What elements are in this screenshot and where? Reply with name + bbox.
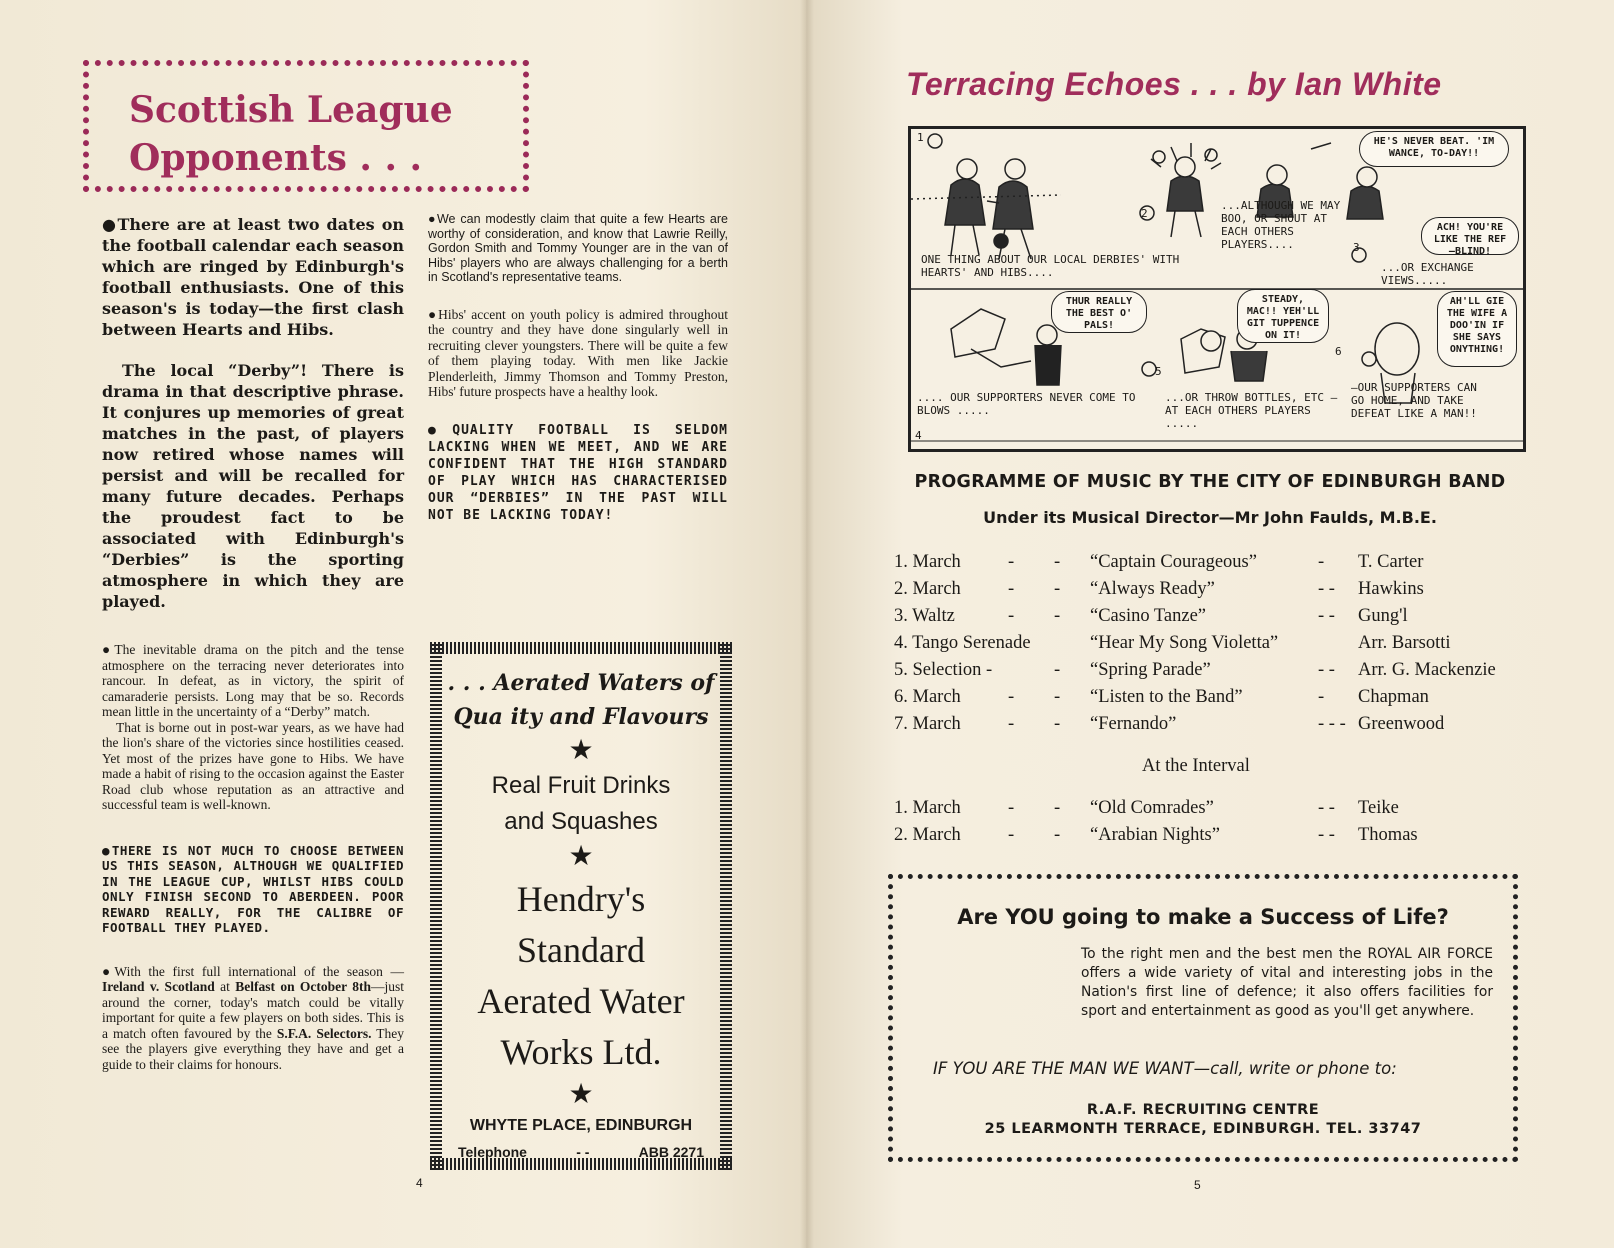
programme-title: “Listen to the Band”	[1090, 687, 1243, 707]
advert-address: WHYTE PLACE, EDINBURGH	[469, 1117, 693, 1134]
page-title	[129, 86, 453, 182]
column-1	[102, 214, 404, 1092]
programme-title: “Casino Tanze”	[1090, 606, 1206, 626]
raf-call-to-action: IF YOU ARE THE MAN WE WANT—call, write or phone to:	[933, 1059, 1397, 1078]
hendrys-advert	[430, 642, 732, 1170]
programme-title: “Spring Parade”	[1090, 660, 1211, 680]
star-icon: ★	[568, 841, 594, 872]
interval-composer: Thomas	[1358, 825, 1418, 845]
panel-4-bubble: THUR REALLY THE BEST O' PALS!	[1051, 291, 1147, 333]
title-line-1: Scottish League	[129, 89, 453, 131]
programme-d1: -	[1008, 687, 1015, 707]
panel-1-number: 1	[917, 131, 924, 144]
programme-d1: -	[1008, 552, 1015, 572]
interval-d2: -	[1054, 798, 1061, 818]
programme-list	[894, 552, 1534, 741]
programme-d3: -	[1318, 687, 1325, 707]
programme-no: 6. March	[894, 687, 961, 707]
cartoon-strip	[908, 126, 1526, 452]
panel-6-number: 6	[1335, 345, 1342, 358]
programme-item	[894, 633, 1534, 660]
advert-line-1: . . . Aerated Waters of	[447, 670, 715, 696]
interval-d2: -	[1054, 825, 1061, 845]
paragraph-quality-football: ● QUALITY FOOTBALL IS SELDOM LACKING WHEN WE MEET, AND WE ARE CONFIDENT THAT THE HIGH STANDARD OF PLAY WHICH HAS CHARACTERISED OUR “DERBIES” IN THE PAST WILL NOT BE LACKING TODAY!	[428, 422, 728, 524]
advert-line-4: and Squashes	[504, 808, 658, 835]
panel-6-caption: —OUR SUPPORTERS CAN GO HOME, AND TAKE DEFEAT LIKE A MAN!!	[1351, 381, 1477, 420]
programme-title: “Captain Courageous”	[1090, 552, 1257, 572]
programme-title: “Hear My Song Violetta”	[1090, 633, 1279, 653]
programme-d2: -	[1054, 660, 1061, 680]
raf-body: To the right men and the best men the ROYAL AIR FORCE offers a wide variety of vital and interesting jobs in the Nation's first line of defence; it also offers facilities for sport and entertainment as good as you'll get anywhere.	[1081, 946, 1493, 1019]
title-box	[83, 60, 529, 192]
panel-5-number: 5	[1155, 365, 1162, 378]
panel-1-caption: ONE THING ABOUT OUR LOCAL DERBIES' WITH HEARTS' AND HIBS....	[921, 253, 1180, 279]
advert-telephone: Telephone - - ABB 2271	[458, 1144, 704, 1160]
paragraph-intro: ● There are at least two dates on the football calendar each season which are ringed by Edinburgh's football enthusiasts. One of this season's is today—the first clash between Hearts and Hibs.	[102, 214, 404, 340]
interval-list	[894, 798, 1534, 852]
paragraph-post-war: That is borne out in post-war years, as we have had the lion's share of the victories since hostilities ceased. Yet most of the prizes have gone to Hibs. We have made a habit of rising to the occasion against the Easter Road club whose reputation as an attractive and successful team is well-known.	[102, 719, 404, 812]
programme-composer: Gung'l	[1358, 606, 1408, 626]
programme-composer: Arr. Barsotti	[1358, 633, 1451, 653]
star-icon: ★	[568, 1079, 594, 1110]
programme-composer: Hawkins	[1358, 579, 1424, 599]
paragraph-youth-policy: ● Hibs' accent on youth policy is admired throughout the country and they have done singularly well in recruiting clever youngsters. There will be quite a few of them playing today. With men like Jackie Plenderleith, Jimmy Thomson and Tommy Preston, Hibs' future prospects have a healthy look.	[428, 307, 728, 400]
paragraph-league-cup: ● THERE IS NOT MUCH TO CHOOSE BETWEEN US THIS SEASON, ALTHOUGH WE QUALIFIED IN THE LEAGUE CUP, WHILST HIBS COULD ONLY FINISH SECOND TO ABERDEEN. POOR REWARD REALLY, FOR THE CALIBRE OF FOOTBALL THEY PLAYED.	[102, 843, 404, 936]
paragraph-hearts-worthy: ● We can modestly claim that quite a few Hearts are worthy of consideration, and know that Lawrie Reilly, Gordon Smith and Tommy Younger are in the van of Hibs' players who are always challenging for a berth in Scotland's representative teams.	[428, 212, 728, 285]
star-icon: ★	[568, 735, 594, 766]
interval-item	[894, 798, 1534, 825]
programme-d3: - -	[1318, 579, 1335, 599]
programme-heading: PROGRAMME OF MUSIC BY THE CITY OF EDINBURGH BAND	[914, 472, 1506, 492]
programme-composer: Greenwood	[1358, 714, 1445, 734]
page-number-left: 4	[416, 1176, 423, 1190]
programme-d3: - -	[1318, 660, 1335, 680]
panel-4-caption: .... OUR SUPPORTERS NEVER COME TO BLOWS .....	[917, 391, 1136, 417]
panel-5-caption: ...OR THROW BOTTLES, ETC — AT EACH OTHERS PLAYERS .....	[1165, 391, 1338, 430]
programme-d2: -	[1054, 552, 1061, 572]
interval-title: “Old Comrades”	[1090, 798, 1214, 818]
programme-composer: Chapman	[1358, 687, 1429, 707]
interval-no: 1. March	[894, 798, 961, 818]
advert-line-3: Real Fruit Drinks	[491, 772, 671, 799]
programme-subheading: Under its Musical Director—Mr John Faulds, M.B.E.	[983, 508, 1437, 527]
programme-d2: -	[1054, 579, 1061, 599]
programme-composer: Arr. G. Mackenzie	[1358, 660, 1496, 680]
programme-no: 3. Waltz	[894, 606, 955, 626]
centre-fold	[800, 0, 814, 1248]
terracing-echoes-title: Terracing Echoes . . . by Ian White	[906, 66, 1442, 102]
programme-item	[894, 687, 1534, 714]
paragraph-international: ● With the first full international of the season — Ireland v. Scotland at Belfast on October 8th—just around the corner, today's match could be vitally important for quite a few players on both sides. This is a match often favoured by the S.F.A. Selectors. They see the players give everything they have and get a guide to their claims for honours.	[102, 964, 404, 1073]
raf-heading: Are YOU going to make a Success of Life?	[957, 905, 1449, 929]
programme-d3: - - -	[1318, 714, 1346, 734]
programme-item	[894, 714, 1534, 741]
paragraph-drama: ● The inevitable drama on the pitch and the tense atmosphere on the terracing never deteriorates into rancour. In defeat, as in victory, the spirit of camaraderie persists. Long may that be so. Records mean little in the uncertainty of a “Derby” match.	[102, 642, 404, 720]
raf-advert	[888, 874, 1518, 1162]
interval-composer: Teike	[1358, 798, 1399, 818]
programme-no: 5. Selection -	[894, 660, 993, 680]
advert-company-1: Hendry's	[516, 879, 646, 919]
programme-d1: -	[1008, 579, 1015, 599]
panel-2-caption: ...ALTHOUGH WE MAY BOO, OR SHOUT AT EACH OTHERS PLAYERS....	[1221, 199, 1341, 251]
column-2	[428, 212, 728, 544]
interval-d1: -	[1008, 825, 1015, 845]
interval-d3: - -	[1318, 798, 1335, 818]
interval-item	[894, 825, 1534, 852]
panel-3-number: 3	[1353, 241, 1360, 254]
programme-item	[894, 579, 1534, 606]
programme-d2: -	[1054, 606, 1061, 626]
panel-3-bubble-1: HE'S NEVER BEAT. 'IM WANCE, TO-DAY!!	[1359, 131, 1509, 167]
programme-no: 7. March	[894, 714, 961, 734]
programme-d1: -	[1008, 606, 1015, 626]
advert-company-3: Aerated Water	[477, 981, 685, 1021]
programme-title: “Fernando”	[1090, 714, 1177, 734]
programme-d1: -	[1008, 714, 1015, 734]
programme-item	[894, 552, 1534, 579]
paragraph-derby: The local “Derby”! There is drama in that descriptive phrase. It conjures up memories of great matches in the past, of players now retired whose names will persist and will be recalled for many future decades. Perhaps the proudest fact to be associated with Edinburgh's “Derbies” is the sporting atmosphere in which they are played.	[102, 361, 404, 611]
programme-item	[894, 606, 1534, 633]
raf-address: R.A.F. RECRUITING CENTRE 25 LEARMONTH TERRACE, EDINBURGH. TEL. 33747	[984, 1102, 1422, 1137]
advert-line-2: Qua ity and Flavours	[453, 704, 709, 730]
interval-title: “Arabian Nights”	[1090, 825, 1220, 845]
programme-d2: -	[1054, 714, 1061, 734]
advert-company-4: Works Ltd.	[500, 1032, 662, 1072]
programme-no: 2. March	[894, 579, 961, 599]
programme-no: 4. Tango Serenade	[894, 633, 1031, 653]
interval-no: 2. March	[894, 825, 961, 845]
panel-2-number: 2	[1141, 207, 1148, 220]
left-page	[0, 0, 806, 1248]
panel-3-bubble-2: ACH! YOU'RE LIKE THE REF —BLIND!	[1421, 217, 1519, 255]
programme-d3: -	[1318, 552, 1325, 572]
advert-company-2: Standard	[517, 930, 645, 970]
programme-title: “Always Ready”	[1090, 579, 1215, 599]
panel-5-bubble: STEADY, MAC!! YEH'LL GIT TUPPENCE ON IT!	[1237, 289, 1329, 343]
interval-label: At the Interval	[1142, 756, 1250, 776]
programme-no: 1. March	[894, 552, 961, 572]
interval-d3: - -	[1318, 825, 1335, 845]
panel-6-bubble: AH'LL GIE THE WIFE A DOO'IN IF SHE SAYS ONYTHING!	[1437, 291, 1517, 367]
programme-d3: - -	[1318, 606, 1335, 626]
programme-d2: -	[1054, 687, 1061, 707]
advert-content	[444, 656, 718, 1160]
panel-3-caption: ...OR EXCHANGE VIEWS.....	[1381, 261, 1474, 287]
interval-d1: -	[1008, 798, 1015, 818]
programme-composer: T. Carter	[1358, 552, 1424, 572]
panel-4-number: 4	[915, 429, 922, 442]
page-number-right: 5	[1194, 1178, 1201, 1192]
programme-item	[894, 660, 1534, 687]
title-line-2: Opponents . . .	[129, 137, 423, 179]
